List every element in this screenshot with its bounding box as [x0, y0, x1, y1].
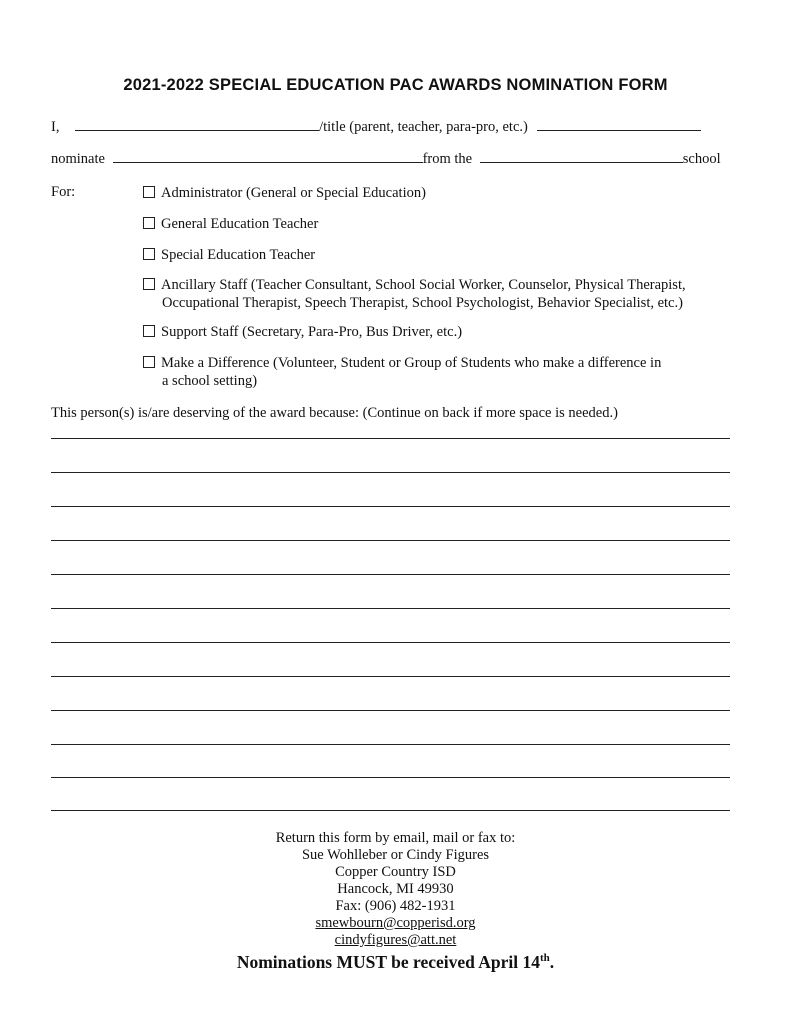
nominee-line: [51, 148, 721, 168]
deadline-notice: [0, 952, 791, 973]
reason-line[interactable]: [51, 540, 730, 541]
reason-line[interactable]: [51, 676, 730, 677]
organization: Copper Country ISD: [335, 864, 456, 880]
reason-line[interactable]: [51, 710, 730, 711]
reason-line[interactable]: [51, 506, 730, 507]
option-label: Support Staff (Secretary, Para-Pro, Bus Driver, etc.): [161, 324, 463, 340]
for-label: For:: [51, 184, 76, 200]
nominator-line: [51, 116, 701, 136]
checkbox[interactable]: [143, 217, 155, 229]
from-the-label: from the: [422, 151, 473, 167]
nominator-name-field[interactable]: [75, 116, 319, 131]
option-label: Special Education Teacher: [161, 247, 316, 263]
contact-names: Sue Wohlleber or Cindy Figures: [301, 847, 490, 863]
reason-line[interactable]: [51, 608, 730, 609]
nominee-name-field[interactable]: [113, 148, 423, 163]
option-label: General Education Teacher: [161, 216, 319, 232]
option-special-education-teacher[interactable]: [143, 246, 315, 264]
deadline-text: Nominations MUST be received April 14: [236, 952, 541, 972]
reason-line[interactable]: [51, 810, 730, 811]
fax-number: Fax: (906) 482-1931: [335, 898, 456, 914]
reason-prompt: This person(s) is/are deserving of the award because: (Continue on back if more space is needed.): [51, 405, 618, 421]
reason-line[interactable]: [51, 777, 730, 778]
return-instruction-text: Return this form by email, mail or fax to:: [275, 830, 516, 846]
option-label: Make a Difference (Volunteer, Student or Group of Students who make a difference in: [161, 355, 662, 371]
option-general-education-teacher[interactable]: [143, 215, 318, 233]
return-instructions: [0, 830, 791, 949]
option-support-staff[interactable]: [143, 323, 462, 341]
school-name-field[interactable]: [480, 148, 683, 163]
email-link-1[interactable]: smewbourn@copperisd.org: [315, 915, 476, 931]
option-label-continued: Occupational Therapist, Speech Therapist, School Psychologist, Behavior Specialist, etc.): [162, 295, 683, 311]
option-label-continued: a school setting): [162, 373, 258, 389]
deadline-period: .: [549, 952, 555, 972]
option-administrator[interactable]: [143, 184, 426, 202]
form-title: 2021-2022 SPECIAL EDUCATION PAC AWARDS NOMINATION FORM: [123, 76, 668, 94]
checkbox[interactable]: [143, 356, 155, 368]
checkbox[interactable]: [143, 186, 155, 198]
option-label: Administrator (General or Special Education): [161, 185, 426, 201]
deadline-ordinal: th: [540, 952, 550, 965]
checkbox[interactable]: [143, 325, 155, 337]
reason-line[interactable]: [51, 472, 730, 473]
nominate-label: nominate: [51, 151, 105, 167]
checkbox[interactable]: [143, 248, 155, 260]
reason-line[interactable]: [51, 438, 730, 439]
nominator-prefix: I,: [51, 119, 60, 135]
title-field[interactable]: [537, 116, 701, 131]
checkbox[interactable]: [143, 278, 155, 290]
reason-line[interactable]: [51, 642, 730, 643]
option-ancillary-staff[interactable]: [143, 276, 686, 312]
option-make-a-difference[interactable]: [143, 354, 661, 390]
option-label: Ancillary Staff (Teacher Consultant, School Social Worker, Counselor, Physical Therapist,: [161, 277, 686, 293]
city-address: Hancock, MI 49930: [337, 881, 454, 897]
reason-line[interactable]: [51, 574, 730, 575]
title-label: /title (parent, teacher, para-pro, etc.): [319, 119, 528, 135]
email-link-2[interactable]: cindyfigures@att.net: [334, 932, 457, 948]
reason-line[interactable]: [51, 744, 730, 745]
school-label: school: [682, 151, 721, 167]
